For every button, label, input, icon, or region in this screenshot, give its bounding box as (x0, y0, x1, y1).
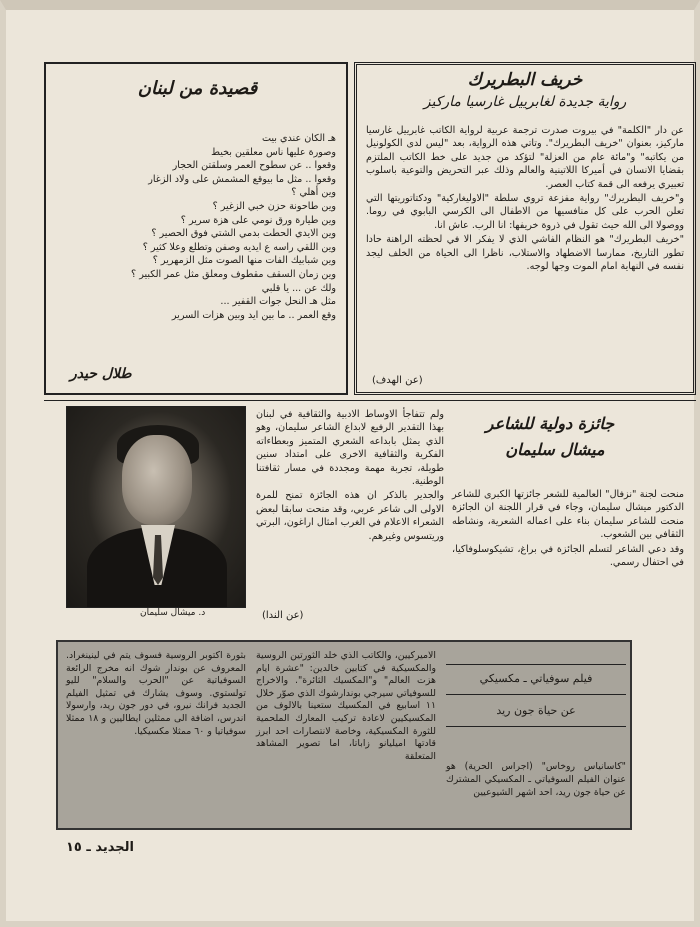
poem-line: وين اللقي راسه ع ايديه وصفن وتطلع وعلا كثير ؟ (142, 241, 336, 253)
poem-line: وقعوا .. مثل ما بيوقع المشمش على ولاد الزغار (148, 173, 336, 185)
page-footer: الجديد ـ ١٥ (66, 840, 134, 855)
portrait-photo (66, 406, 246, 608)
poem-line: وقع العمر .. ما بين ايد وبين هزات السرير (171, 309, 336, 321)
poem-line: وين طاحونة حزن خبي الزغير ؟ (212, 200, 336, 212)
award-source: (عن الندا) (262, 610, 304, 621)
page-number: ١٥ (66, 840, 82, 855)
magazine-name: الجديد (95, 840, 134, 855)
novel-subtitle: رواية جديدة لغابرييل غارسيا ماركيز (423, 94, 627, 110)
poem-author-signature: طلال حيدر (70, 366, 132, 382)
poem-line: وين شبابيك الفات منها الصوت مثل الزمهرير ؟ (152, 255, 336, 267)
novel-title: خريف البطريرك (467, 70, 583, 90)
film-column-1: "كاسانياس روخاس" (اجراس الحرية) هو عنوان الفيلم السوفياتي ـ المكسيكي المشترك عن حياة جون ريد، احد اشهر الشيوعيين (446, 761, 626, 798)
poem-line: وين زمان السقف مقطوف ومعلق مثل عمر الكبير ؟ (131, 268, 336, 280)
poem-line: هـ الكان عندي بيت (261, 133, 336, 144)
poem-line: وقعوا .. عن سطوح العمر وسلقتن الحجار (172, 160, 336, 172)
award-title: جائزة دولية للشاعر (485, 414, 615, 433)
novel-source: (عن الهدف) (372, 375, 423, 386)
award-paragraph: والجدير بالذكر ان هذه الجائزة تمنح للمرة الاولى الى شاعر عربي، وقد منحت سابقا لبعض الشعراء الاعلام في الغرب امثال اراغون، البرتي وريتسوس وغيرهم. (256, 490, 444, 542)
photo-caption: د. ميشال سليمان (140, 608, 206, 618)
award-paragraph: وقد دعي الشاعر لتسلم الجائزة في براغ، تشيكوسلوفاكيا، في احتفال رسمي. (452, 543, 684, 569)
poem-title: قصيدة من لبنان (137, 78, 258, 99)
novel-paragraph: و"خريف البطريرك" رواية مفزعة تروي سلطة "الاوليغاركية" ودكتاتوريتها التي تعلن الحرب على كل منافسيها من الاطفال الى الكرسي البابوي في روما. ووصولا الى الله حيث تقول في ذروة خريفها: انا الرب. عاش انا. (366, 193, 684, 231)
novel-article-body (366, 124, 684, 374)
poem-line: وصورة عليها ناس معلقين بخيط (211, 146, 336, 158)
award-column-1 (452, 488, 684, 618)
divider (44, 400, 696, 401)
poem-line: وين الايدي الحطت بدمي الشتي فوق الحصير ؟ (151, 228, 336, 240)
award-column-2 (256, 408, 444, 608)
novel-paragraph: "خريف البطريرك" هو النظام الفاشي الذي لا يفكر الا في لحظته الراهنة حادا تطور التاريخ، ممارسا الاضطهاد والاستلاب، ناظرا الى الحياة من الخلف ليجد نفسه في النهاية امام الموت وجها لوجه. (366, 234, 684, 273)
novel-paragraph: عن دار "الكلمة" في بيروت صدرت ترجمة عربية لرواية الكاتب غابرييل غارسيا ماركيز، بعنوان "خريف البطريرك". وتاتي هذه الرواية، بعد "ليس لدى الكولونيل من يكاتبه" و"مائة عام من العزلة" لتؤكد من جديد على خط الكاتب الملتزم بقضايا الانسان في أميركا اللاتينية والعالم وذلك عبر التحريض والتوعية باسلوب تعبيري يرفعه الى قمة كتاب العصر. (366, 125, 684, 190)
poem-line: وين أهلي ؟ (291, 187, 336, 199)
poem-line: ولك عن ... يا قلبي (261, 282, 336, 294)
poem-body (66, 132, 336, 362)
divider (446, 726, 626, 727)
award-subtitle: ميشال سليمان (505, 440, 605, 459)
award-paragraph: منحت لجنة "نزفال" العالمية للشعر جائزتها الكبرى للشاعر الدكتور ميشال سليمان، وجاء في قرار اللجنة ان الجائزة منحت للشاعر سليمان بناء على اعماله الشعرية، ونشاطه الثقافي بين الشعوب. (452, 489, 684, 541)
film-column-3: بثورة اكتوبر الروسية فسوف يتم في لينينغراد. المعروف عن بوندار شوك انه مخرج الرائعة السوفياتية عن "الحرب والسلام" لليو تولستوي. وسوف يشارك في تمثيل الفيلم الجديد فرانك نيرو، في دور جون ريد، وارسولا اندرس، اضافة الى ممثلين ايطاليين و ١٨ ممثلا سوفياتيا و ٦٠ ممثلا مكسيكيا. (66, 650, 246, 737)
poem-line: وين طيارة ورق نومي على هزة سرير ؟ (180, 214, 336, 226)
poem-line: مثل هـ النحل جوات القفير ... (220, 296, 336, 308)
divider (446, 664, 626, 665)
award-paragraph: ولم تتفاجأ الاوساط الادبية والثقافية في لبنان بهذا التقدير الرفيع لابداع الشاعر سليمان، وهو الذي يمثل بابداعه الشعري المتميز وبعطاءاته الفكرية والثقافية الاخرى على امتداد سنين طويلة، تجربة مهمة ومجددة في مسار ثقافتنا الوطنية. (256, 409, 444, 488)
divider (446, 694, 626, 695)
film-title: فيلم سوفياتي ـ مكسيكي (479, 672, 593, 685)
film-subtitle: عن حياة جون ريد (496, 704, 576, 717)
film-column-2: الاميركيين، والكاتب الذي خلد الثورتين الروسية والمكسيكية في كتابين خالدين: "عشرة ايام هزت العالم" و"المكسيك الثائرة". والاخراج للسوفياتي سيرجي بوندارشوك الذي صوّر خلال ١١ اسابيع في المكسيك ستعينا بالالوف من المكسيكيين لاعادة تركيب المعارك الملحمية للثورة المكسيكية، وخاصة لانتصارات احد ابرز قادتها اميليانو زاباتا، اما تصوير المشاهد المتعلقة (256, 650, 436, 762)
